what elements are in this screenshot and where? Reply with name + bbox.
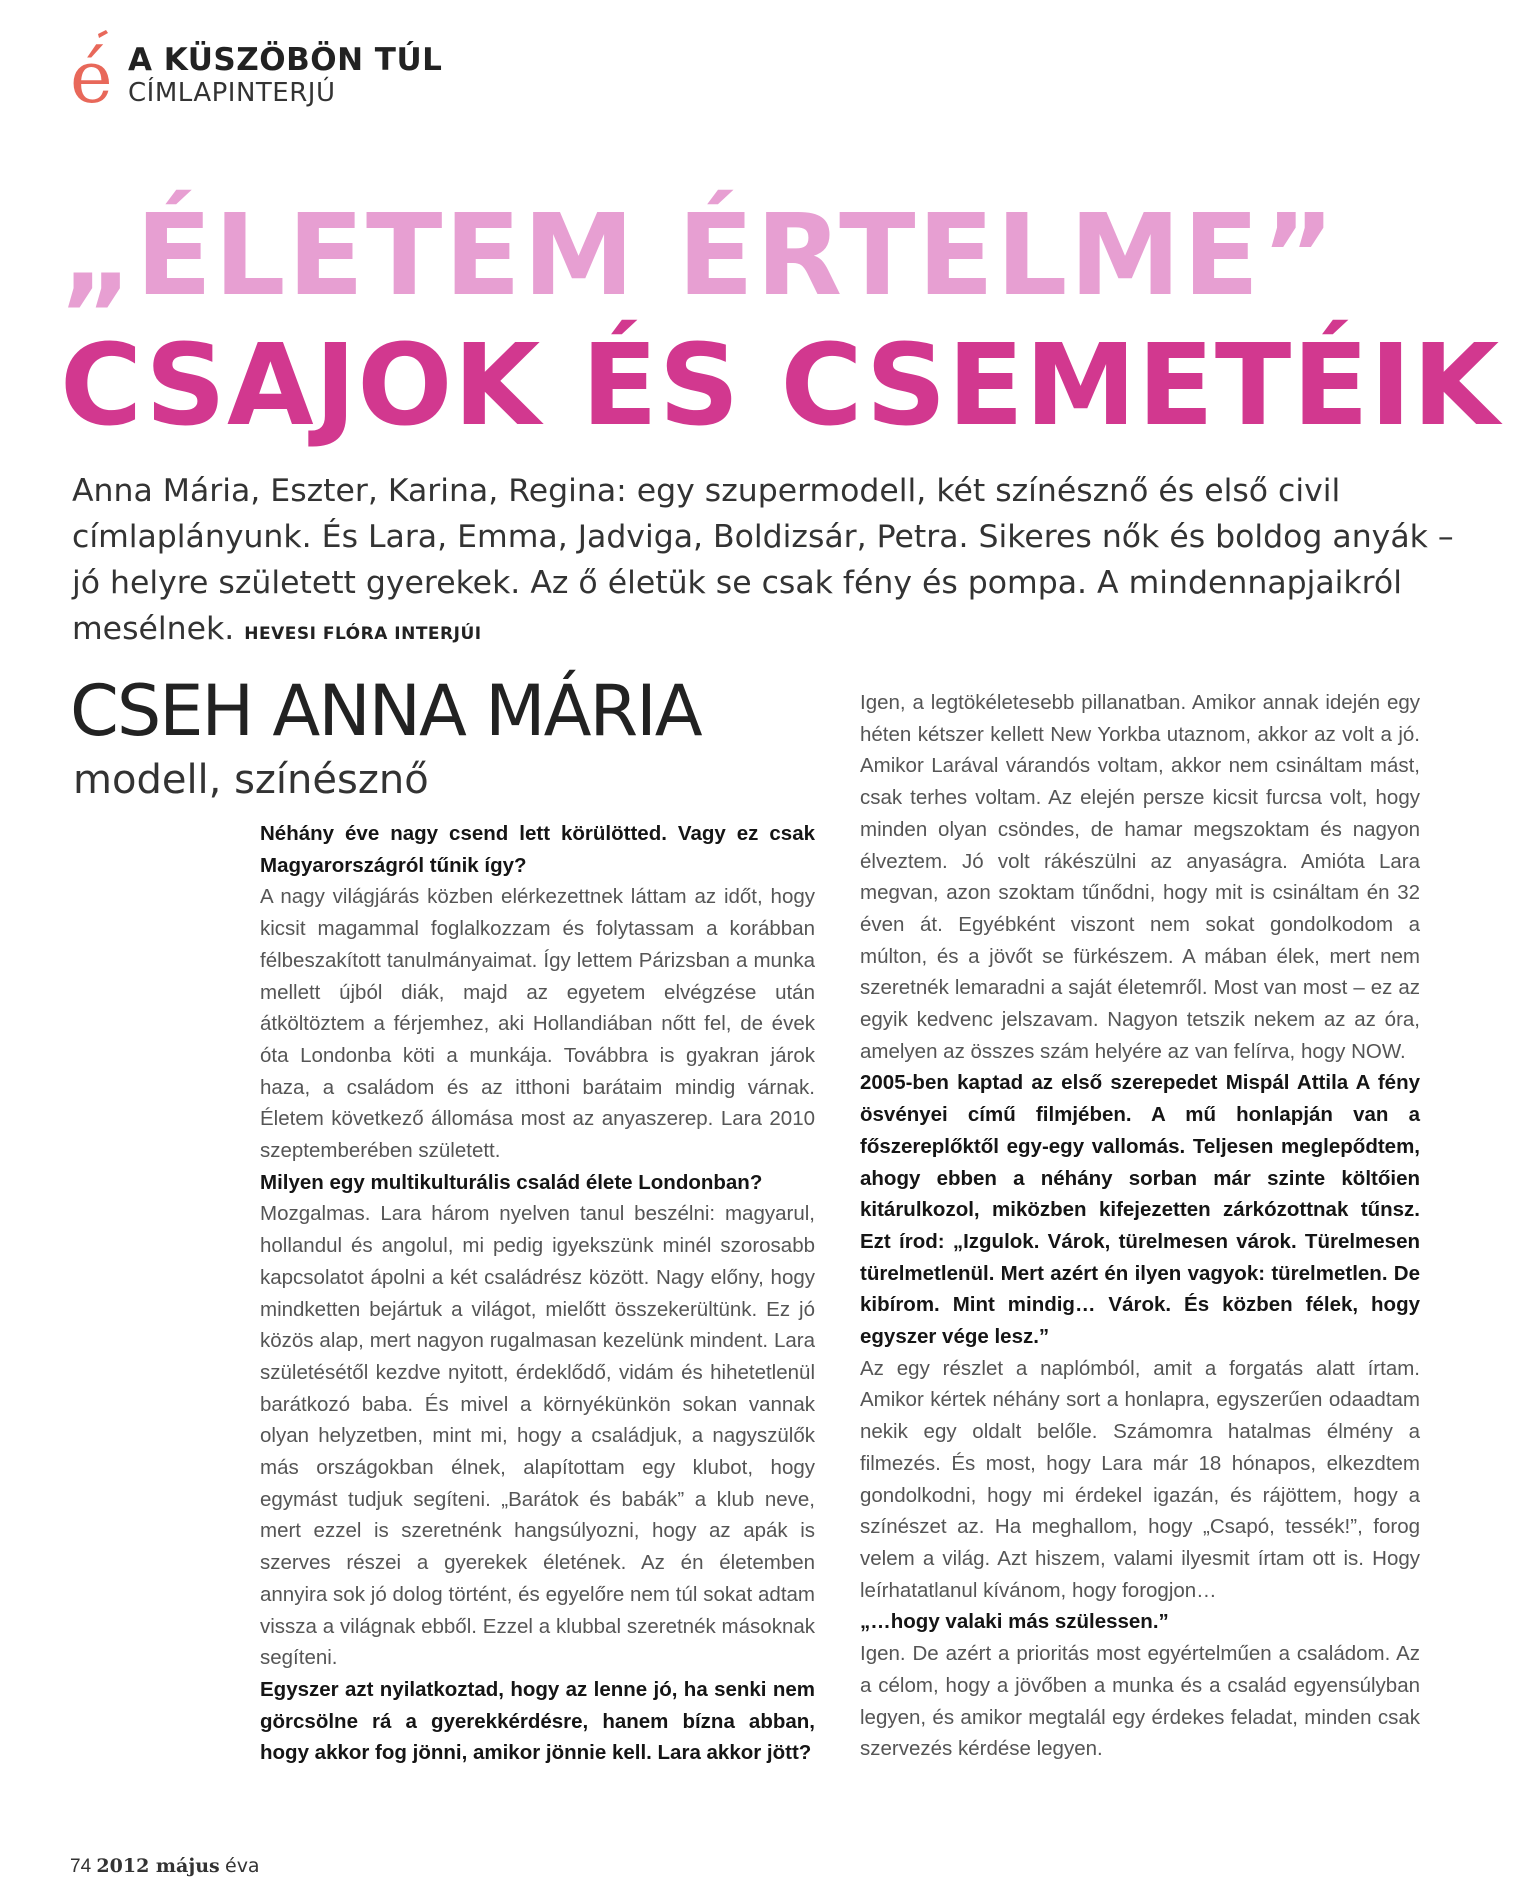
answer: Igen, a legtökéletesebb pillanatban. Amikor annak idején egy héten kétszer kellett New Yorkba utaznom, akkor az volt a jó. Amikor Larával várandós voltam, akkor nem csináltam mást, csak terhes voltam. Az elején persze kicsit furcsa volt, hogy minden olyan csöndes, de hamar megszoktam és nagyon élveztem. Jó volt rákészülni az anyaságra. Amióta Lara megvan, azon szoktam tűnődni, hogy mit is csináltam én 32 éven át. Egyébként viszont nem sokat gondolkodom a múlton, és a jövőt se fürkészem. A mában élek, mert nem szeretnék lemaradni a saját életemről. Most van most – ez az egyik kedvenc jelszavam. Nagyon tetszik nekem az az óra, amelyen az összes szám helyére az van felírva, hogy NOW.: [860, 691, 1420, 1063]
question: Egyszer azt nyilatkoztad, hogy az lenne jó, ha senki nem görcsölne rá a gyerekkérdésre, hanem bízna abban, hogy akkor fog jönni, amikor jönnie kell. Lara akkor jött?: [260, 1677, 815, 1765]
article-column-1: [260, 818, 815, 1769]
issue-date: 2012 május: [96, 1855, 220, 1877]
article-column-2: [860, 687, 1420, 1765]
answer: Mozgalmas. Lara három nyelven tanul beszélni: magyarul, hollandul és angolul, mi pedig igyekszünk minél szorosabb kapcsolatot ápolni a két családrész között. Nagy előny, hogy mindketten bejártuk a világot, mielőtt összekerültünk. Ez jó közös alap, mert nagyon rugalmasan kezelünk mindent. Lara születésétől kezdve nyitott, érdeklődő, vidám és hihetetlenül barátkozó baba. És mivel a környékünkön sokan vannak olyan helyzetben, mint mi, hogy a családjuk, a nagyszülők más országokban élnek, alapítottam egy klubot, hogy egymást tudjuk segíteni. „Barátok és babák” a klub neve, mert ezzel is szeretnénk hangsúlyozni, hogy az apák is szerves részei a gyerekek életének. Az én életemben annyira sok jó dolog történt, és egyelőre nem túl sokat adtam vissza a világnak ebből. Ezzel a klubbal szeretnék másoknak segíteni.: [260, 1202, 815, 1670]
headline-line-2: CSAJOK ÉS CSEMETÉIK: [60, 321, 1501, 451]
question: 2005-ben kaptad az első szerepedet Mispál Attila A fény ösvényei című filmjében. A mű honlapján van a főszereplőktől egy-egy vallomás. Teljesen meglepődtem, ahogy ebben a néhány sorban már szinte költőien kitárulkozol, miközben kifejezetten zárkózottnak tűnsz. Ezt írod: „Izgulok. Várok, türelmesen várok. Türelmesen türelmetlenül. Mert azért én ilyen vagyok: türelmetlen. De kibírom. Mint mindig… Várok. És közben félek, hogy egyszer vége lesz.”: [860, 1071, 1420, 1349]
answer: Igen. De azért a prioritás most egyértelműen a családom. Az a célom, hogy a jövőben a munka és a család egyensúlyban legyen, és amikor megtalál egy érdekes feladat, minden csak szervezés kérdése legyen.: [860, 1642, 1420, 1761]
magazine-name: éva: [225, 1855, 260, 1877]
eva-logo-icon: [70, 30, 122, 110]
lead-text: Anna Mária, Eszter, Karina, Regina: egy szupermodell, két színésznő és első civil címlaplányunk. És Lara, Emma, Jadviga, Boldizsár, Petra. Sikeres nők és boldog anyák – jó helyre született gyerekek. Az ő életük se csak fény és pompa. A mindennapjaikról mesélnek.: [72, 473, 1454, 647]
question: Milyen egy multikulturális család élete Londonban?: [260, 1170, 763, 1194]
interviewee-role: modell, színésznő: [73, 757, 429, 803]
lead-paragraph: [72, 468, 1462, 657]
question: „…hogy valaki más szülessen.”: [860, 1610, 1169, 1634]
headline-line-1: „ÉLETEM ÉRTELME”: [60, 191, 1337, 321]
answer: A nagy világjárás közben elérkezettnek láttam az időt, hogy kicsit magammal foglalkozzam és folytassam a korábban félbeszakított tanulmányaimat. Így lettem Párizsban a munka mellett újból diák, majd az egyetem elvégzése után átköltöztem a férjemhez, aki Hollandiában nőtt fel, de évek óta Londonba köti a munkája. Továbbra is gyakran járok haza, a családom és az itthoni barátaim mindig várnak. Életem következő állomása most az anyaszerep. Lara 2010 szeptemberében született.: [260, 885, 815, 1163]
question: Néhány éve nagy csend lett körülötted. Vagy ez csak Magyarországról tűnik így?: [260, 822, 815, 877]
lead-credit: HEVESI FLÓRA INTERJÚI: [244, 624, 482, 644]
page-number: 74: [70, 1856, 92, 1877]
section-subtitle: CÍMLAPINTERJÚ: [128, 78, 336, 108]
interviewee-name: CSEH ANNA MÁRIA: [70, 670, 701, 752]
answer: Az egy részlet a naplómból, amit a forgatás alatt írtam. Amikor kértek néhány sort a honlapra, egyszerűen odaadtam nekik egy oldalt belőle. Számomra hatalmas élmény a filmezés. És most, hogy Lara már 18 hónapos, elkezdtem gondolkodni, hogy mi érdekel igazán, és rájöttem, hogy a színészet az. Ha meghallom, hogy „Csapó, tessék!”, forog velem a világ. Azt hiszem, valami ilyesmit írtam ott is. Hogy leírhatatlanul kívánom, hogy forogjon…: [860, 1356, 1420, 1602]
section-title: A KÜSZÖBÖN TÚL: [128, 42, 443, 78]
svg-text:é: é: [70, 35, 113, 110]
page-footer: [70, 1855, 260, 1878]
